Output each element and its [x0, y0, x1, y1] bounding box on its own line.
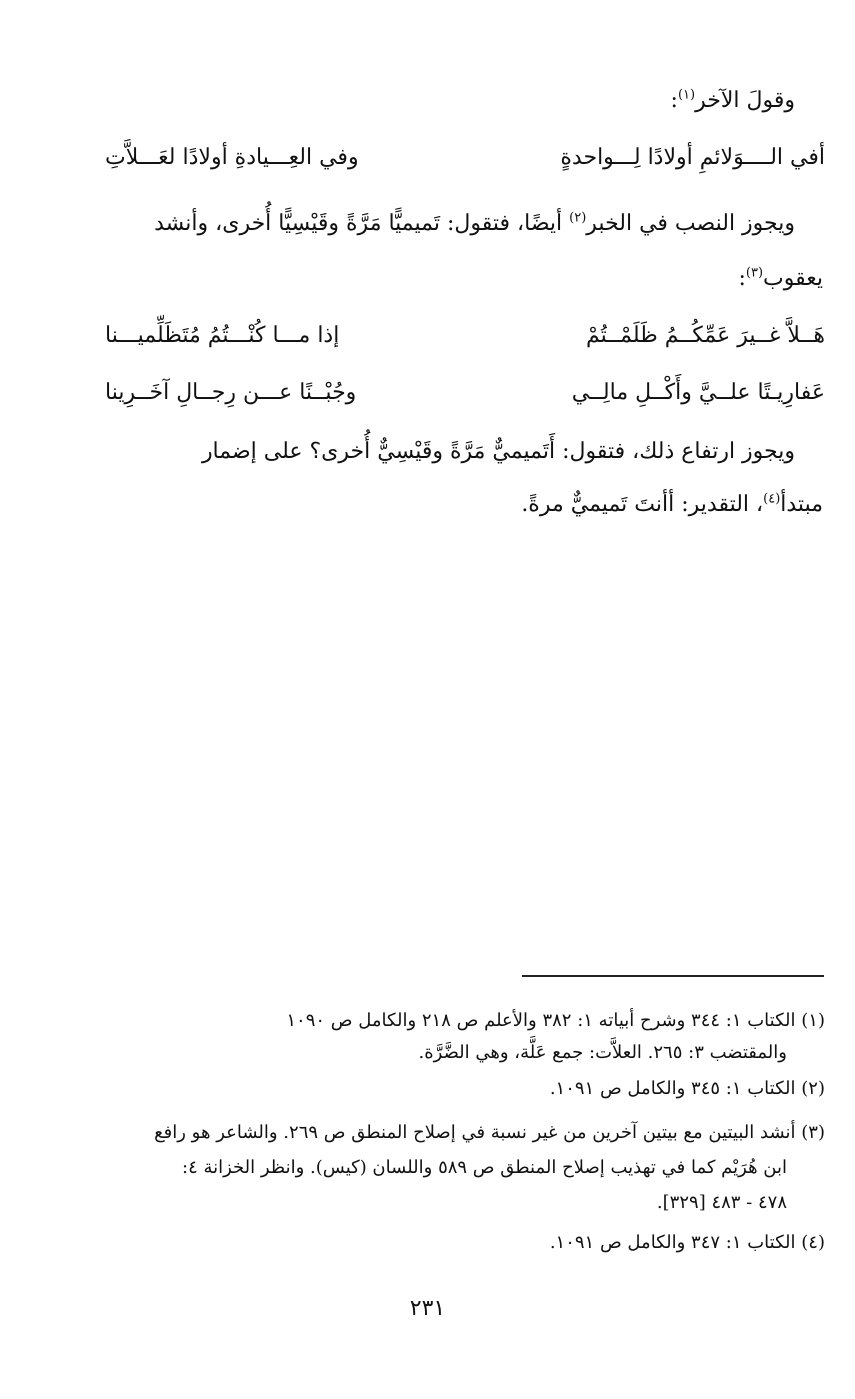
mubtada-text: مبتدأ — [780, 492, 823, 517]
footnote-2-text: الكتاب ١: ٣٤٥ والكامل ص ١٠٩١. — [549, 1078, 796, 1099]
footnote-2 — [105, 1076, 825, 1102]
paragraph-nasb-line-2 — [108, 264, 823, 294]
colon-2: : — [738, 266, 746, 291]
verse-3-first-hemistich: عَفارِيـتًا علــيَّ وأَكْــلِ مالِــي — [571, 380, 825, 405]
verse-3 — [105, 375, 825, 411]
footnote-3-text-3: ٤٧٨ - ٤٨٣ [٣٢٩]. — [656, 1192, 787, 1213]
footnote-ref-4: (٤) — [763, 491, 781, 507]
footnote-1-mark: (١) — [801, 1010, 825, 1031]
colon: : — [670, 88, 678, 113]
verse-3-second-hemistich: وجُبْــنًا عـــن رِجــالِ آخَــرِينا — [105, 380, 357, 405]
footnote-4-mark: (٤) — [801, 1232, 825, 1253]
footnote-3-text-1: أنشد البيتين مع بيتين آخرين من غير نسبة في إصلاح المنطق ص ٢٦٩. والشاعر هو رافع — [154, 1122, 796, 1143]
footnote-3-line-3 — [107, 1190, 787, 1216]
footnote-1-text-2: والمقتضب ٣: ٢٦٥. العلاَّت: جمع عَلَّة، وهي الضَّرَّة. — [418, 1042, 787, 1063]
footnote-2-mark: (٢) — [801, 1078, 825, 1099]
footnote-separator — [522, 975, 824, 977]
paragraph-raf-line-2 — [108, 490, 823, 520]
raf-text: ويجوز ارتفاع ذلك، فتقول: أَتَميميٌّ مَرَّةً وقَيْسِيٌّ أُخرى؟ على إضمار — [201, 439, 795, 464]
verse-2-first-hemistich: هَــلاَّ غــيرَ عَمِّكُــمُ ظَلَمْــتُمْ — [586, 323, 825, 348]
nasb-text-end: أيضًا، فتقول: تَميميًّا مَرَّةً وقَيْسِيًّا أُخرى، وأنشد — [154, 211, 570, 236]
verse-1-second-hemistich: وفي العِـــيادةِ أولادًا لعَـــلاَّتِ — [105, 145, 359, 170]
intro-text: وقولَ الآخر — [695, 88, 795, 113]
footnote-3-line-1 — [105, 1120, 825, 1146]
footnote-ref-1: (١) — [677, 87, 696, 103]
footnote-3-line-2 — [107, 1155, 787, 1181]
footnote-3-text-2: ابن هُرَيْم كما في تهذيب إصلاح المنطق ص ٥٨٩ واللسان (كيس). وانظر الخزانة ٤: — [181, 1157, 787, 1178]
footnote-1-line-1 — [105, 1008, 825, 1034]
verse-2 — [105, 318, 825, 354]
page-number: ٢٣١ — [409, 1296, 446, 1321]
verse-1-first-hemistich: أفي الــــوَلائمِ أولادًا لِـــواحدةٍ — [560, 145, 825, 170]
footnote-3-mark: (٣) — [801, 1122, 825, 1143]
footnote-4-text: الكتاب ١: ٣٤٧ والكامل ص ١٠٩١. — [549, 1232, 796, 1253]
footnote-4 — [105, 1230, 825, 1256]
footnote-1-text-1: الكتاب ١: ٣٤٤ وشرح أبياته ١: ٣٨٢ والأعلم ص ٢١٨ والكامل ص ١٠٩٠ — [286, 1010, 796, 1031]
intro-line — [105, 86, 795, 116]
paragraph-nasb-line-1 — [105, 209, 795, 239]
footnote-1-line-2 — [107, 1040, 787, 1066]
paragraph-raf-line-1 — [105, 437, 795, 467]
verse-2-second-hemistich: إذا مـــا كُنْـــتُمُ مُتَظَلِّميـــنا — [105, 323, 340, 348]
taqdir-text: ، التقدير: أأنتَ تَميميٌّ مرةً. — [521, 492, 764, 517]
footnote-ref-3: (٣) — [745, 265, 764, 281]
yaqub-text: يعقوب — [763, 266, 823, 291]
footnote-ref-2: (٢) — [569, 210, 587, 226]
verse-1 — [105, 140, 825, 176]
nasb-text-start: ويجوز النصب في الخبر — [586, 211, 795, 236]
